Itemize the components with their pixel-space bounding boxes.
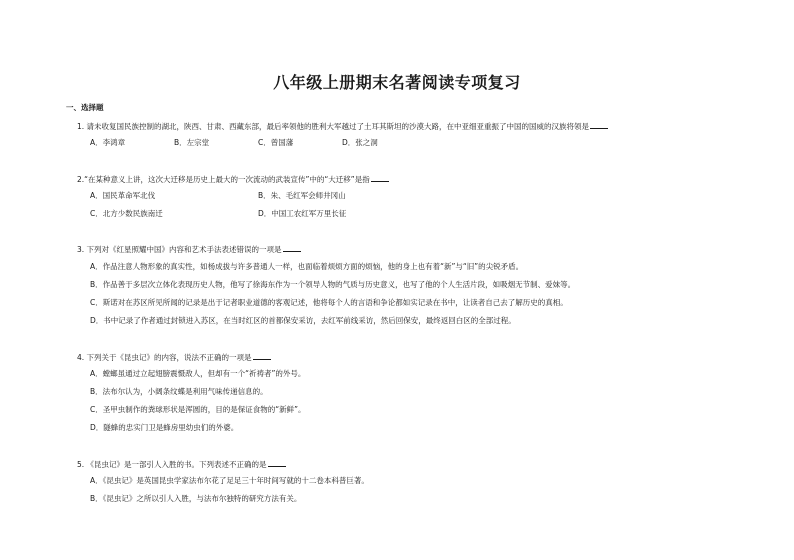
question-5-text: 5. 《昆虫记》是一部引人入胜的书。下列表述不正确的是 [77,460,267,469]
question-2-option-d: D．中国工农红军万里长征 [258,209,347,218]
question-5-option-a: A．《昆虫记》是英国昆虫学家法布尔花了足足三十年时间写就的十二卷本科普巨著。 [90,476,369,485]
page-title: 八年级上册期末名著阅读专项复习 [273,73,521,92]
answer-blank [283,244,301,252]
question-1-option-a: A．李鸿章 [90,138,126,147]
question-1-text: 1. 请未收复国民族控制的湖北，陕西、甘肃、西藏东部，最后率领他的胜利大军越过了土耳其斯坦的沙漠大路，在中亚细亚重振了中国的国威的汉族将领是 [77,122,590,131]
question-5-option-b: B．《昆虫记》之所以引人入胜，与法布尔独特的研究方法有关。 [90,494,302,503]
question-4-option-d: D．隧蜂的忠实门卫是蜂房里幼虫们的外婆。 [90,423,239,432]
question-4-text: 4. 下列关于《昆虫记》的内容，说法不正确的一项是 [77,353,252,362]
question-1-option-c: C．曾国藩 [258,138,294,147]
section-heading: 一、选择题 [66,103,104,112]
question-3-option-b: B．作品善于多层次立体化表现历史人物，他写了徐海东作为一个领导人物的气质与历史意义，也写了他的个人生活片段，如吸烟无节制、爱妹等。 [90,280,576,289]
question-2-option-a: A．国民革命军北伐 [90,191,156,200]
question-2-stem [77,174,389,185]
question-5-stem [77,459,286,470]
answer-blank [590,121,608,129]
question-2-option-b: B．朱、毛红军会师井冈山 [258,191,346,200]
answer-blank [371,174,389,182]
question-2-text: 2.“在某种意义上讲，这次大迁移是历史上最大的一次流动的武装宣传”中的“大迁移”是指 [77,175,370,184]
question-3-option-c: C．斯诺对在苏区所见所闻的记录是出于记者职业道德的客观记述，他将每个人的言语和争论都如实记录在书中，让读者自己去了解历史的真相。 [90,298,568,307]
answer-blank [253,352,271,360]
answer-blank [268,459,286,467]
question-1-option-d: D．张之洞 [342,138,378,147]
question-3-option-a: A．作品注意人物形象的真实性，如杨成拔与许多普通人一样，也面临着烦烦方面的烦恼，他的身上也有着“新”与“旧”的尖锐矛盾。 [90,262,524,271]
question-3-stem [77,244,301,255]
question-4-option-a: A．螳螂虽通过立起翅膀震慑敌人，但却有一个“祈祷者”的外号。 [90,369,306,378]
question-4-option-c: C．圣甲虫制作的粪球形状是浑圆的，目的是保证食物的“新鲜”。 [90,405,306,414]
question-2-option-c: C．北方少数民族南迁 [90,209,163,218]
question-1-option-b: B．左宗堂 [174,138,210,147]
question-4-option-b: B．法布尔认为，小阔条纹蝶是利用气味传递信息的。 [90,387,268,396]
question-4-stem [77,352,271,363]
question-1-stem [77,121,608,132]
question-3-text: 3. 下列对《红星照耀中国》内容和艺术手法表述错误的一项是 [77,245,282,254]
question-3-option-d: D．书中记录了作者通过封锁进入苏区，在当时红区的首都保安采访，去红军前线采访，然后回保安，最终返回白区的全部过程。 [90,316,516,325]
